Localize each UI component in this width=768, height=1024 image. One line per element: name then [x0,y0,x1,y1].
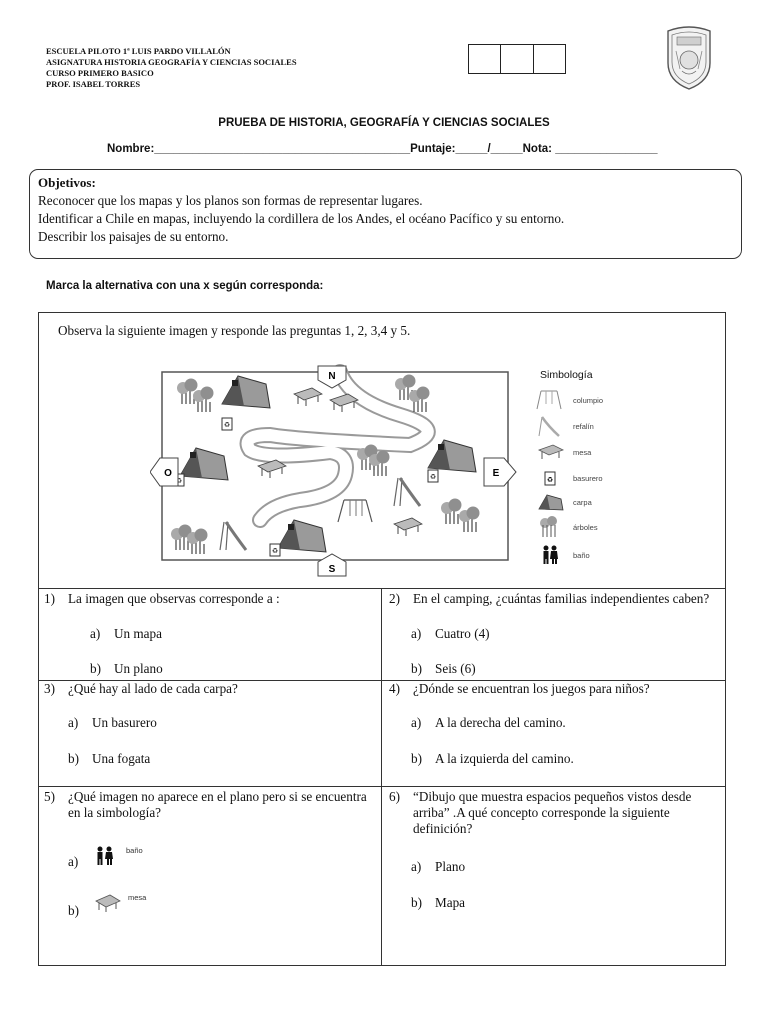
legend-label: carpa [573,497,592,507]
question-2-option-a[interactable]: a) Cuatro (4) [411,626,490,641]
legend-item-refalin [533,415,594,437]
legend-item-bano [533,544,590,566]
compass-north: N [328,371,336,382]
page-title: PRUEBA DE HISTORIA, GEOGRAFÍA Y CIENCIAS SOCIALES [218,117,550,129]
legend-item-basurero [533,467,603,489]
score-box [469,45,501,73]
restroom-label: baño [126,846,143,855]
subject-name: ASIGNATURA HISTORIA GEOGRAFÍA Y CIENCIAS SOCIALES [46,57,297,67]
camping-plan-image: ♻ N S O E [150,360,520,582]
table-icon [533,441,571,463]
legend-item-columpio [533,389,603,411]
question-2: 2) En el camping, ¿cuántas familias independientes caben? [389,591,710,606]
school-header [46,46,297,90]
question-5-option-a[interactable]: a) baño [68,846,143,869]
tent-icon [533,491,571,513]
question-3-option-b[interactable]: b) Una fogata [68,751,151,766]
question-3-option-a[interactable]: a) Un basurero [68,715,157,730]
legend-item-carpa [533,491,592,513]
question-4-option-a[interactable]: a) A la derecha del camino. [411,715,566,730]
grid-line [381,588,382,966]
legend-title: Simbología [540,369,593,381]
score-box [501,45,533,73]
legend-label: árboles [573,522,598,532]
legend-label: columpio [573,395,604,405]
tree-icon [533,516,571,538]
objectives-box [29,169,742,259]
grid-line [38,786,726,787]
course-name: CURSO PRIMERO BASICO [46,68,154,78]
legend-label: mesa [573,447,592,457]
table-icon [94,893,122,913]
teacher-name: PROF. ISABEL TORRES [46,79,141,89]
bin-icon [533,467,571,489]
legend-label: baño [573,550,590,560]
objective-item: Reconocer que los mapas y los planos son formas de representar lugares. [38,193,423,208]
compass-east: E [492,468,500,479]
bin-icon [222,418,232,430]
bin-icon [270,544,280,556]
question-2-option-b[interactable]: b) Seis (6) [411,661,476,676]
question-1: 1) La imagen que observas corresponde a : [44,591,280,606]
svg-text:♻: ♻ [546,476,554,484]
question-6: 6) “Dibujo que muestra espacios pequeños vistos desde arriba” .A qué concepto corresponde la siguiente definición? [389,789,692,836]
compass-south: S [328,564,336,575]
question-3: 3) ¿Qué hay al lado de cada carpa? [44,681,238,696]
legend-label: basurero [573,473,603,483]
question-1-option-a[interactable]: a) Un mapa [90,626,162,641]
objective-item: Identificar a Chile en mapas, incluyendo la cordillera de los Andes, el océano Pacífico y su entorno. [38,211,565,226]
question-1-option-b[interactable]: b) Un plano [90,661,163,676]
score-box [534,45,565,73]
table-label: mesa [128,893,147,902]
question-5: 5) ¿Qué imagen no aparece en el plano pero si se encuentra en la simbología? [44,789,367,820]
question-6-option-b[interactable]: b) Mapa [411,895,466,910]
question-5-option-b[interactable]: b) mesa [68,893,147,918]
score-boxes [468,44,566,74]
name-score-line[interactable]: Nombre:________________________________________Puntaje:_____/_____Nota: ________________ [107,143,658,155]
question-4: 4) ¿Dónde se encuentran los juegos para niños? [389,681,650,696]
bin-icon [428,470,438,482]
objectives-title: Objetivos: [38,175,96,190]
restroom-icon [94,846,116,866]
slide-icon [533,415,571,437]
legend-item-arboles [533,516,598,538]
school-name: ESCUELA PILOTO 1ª LUIS PARDO VILLALÓN [46,46,231,56]
objective-item: Describir los paisajes de su entorno. [38,229,229,244]
observe-text: Observa la siguiente imagen y responde las preguntas 1, 2, 3,4 y 5. [58,323,411,338]
swing-icon [533,389,571,411]
restroom-icon [533,544,571,566]
legend-item-mesa [533,441,591,463]
compass-west: O [164,468,172,479]
question-6-option-a[interactable]: a) Plano [411,859,466,874]
grid-line [38,588,726,589]
legend-label: refalín [573,421,594,431]
instruction-text: Marca la alternativa con una x según corresponda: [46,280,324,292]
school-crest-icon [664,25,714,91]
question-4-option-b[interactable]: b) A la izquierda del camino. [411,751,574,766]
